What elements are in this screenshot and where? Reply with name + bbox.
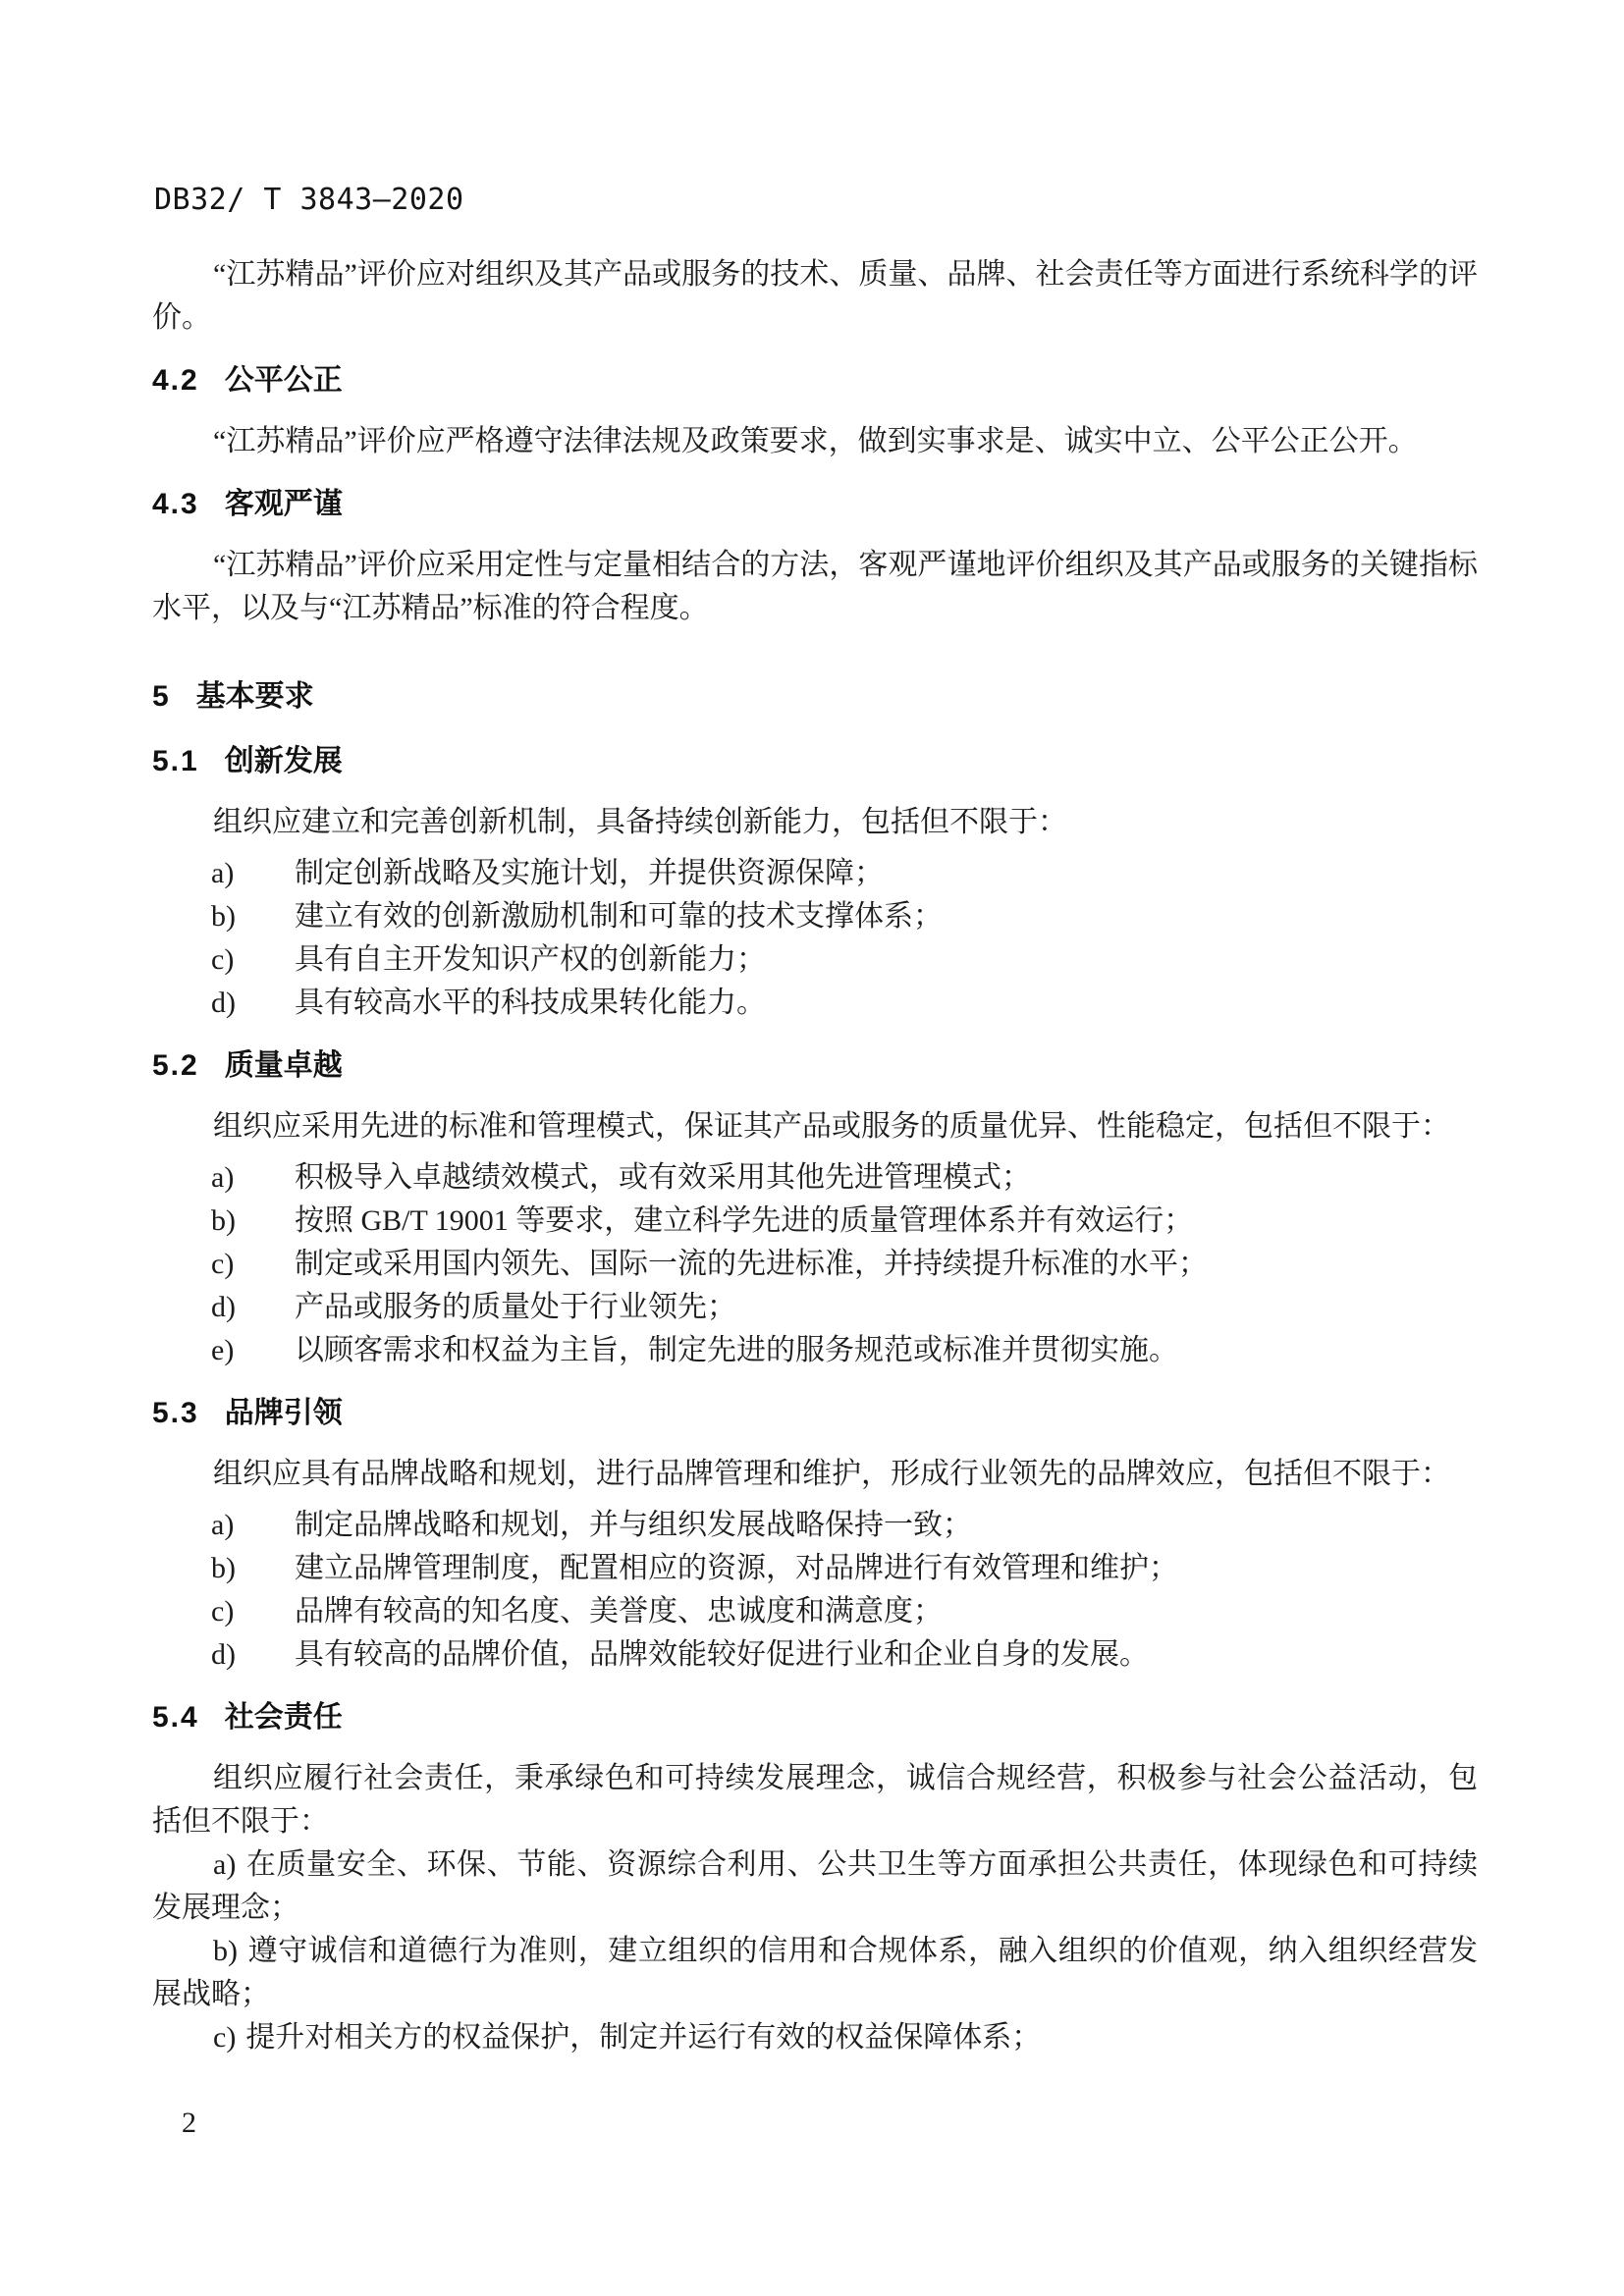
list-item-label: b) bbox=[211, 1552, 236, 1584]
section-5-1-lead: 组织应建立和完善创新机制，具备持续创新能力，包括但不限于： bbox=[213, 806, 1067, 838]
list-item-text: 具有自主开发知识产权的创新能力； bbox=[295, 943, 766, 976]
section-title: 社会责任 bbox=[224, 1701, 343, 1734]
list-item-text: 制定品牌战略和规划，并与组织发展战略保持一致； bbox=[295, 1509, 972, 1541]
list-item-text: 以顾客需求和权益为主旨，制定先进的服务规范或标准并贯彻实施。 bbox=[295, 1334, 1178, 1366]
list-item-label: c) bbox=[211, 943, 235, 976]
list-item bbox=[152, 1243, 1478, 1286]
list-item-label: a) bbox=[211, 1509, 235, 1541]
section-5-2-list bbox=[152, 1156, 1478, 1372]
list-item-text: 具有较高的品牌价值，品牌效能较好促进行业和企业自身的发展。 bbox=[295, 1638, 1149, 1671]
section-heading-5-3 bbox=[152, 1392, 1478, 1435]
list-item-text: 品牌有较高的知名度、美誉度、忠诚度和满意度； bbox=[295, 1595, 943, 1628]
section-5-1-list bbox=[152, 852, 1478, 1025]
section-heading-5-4 bbox=[152, 1696, 1478, 1739]
list-item-text: 在质量安全、环保、节能、资源综合利用、公共卫生等方面承担公共责任，体现绿色和可持续发展理念； bbox=[152, 1848, 1478, 1924]
section-5-4-item-b bbox=[152, 1930, 1478, 2016]
section-title: 公平公正 bbox=[224, 364, 343, 397]
list-item-text: 产品或服务的质量处于行业领先； bbox=[295, 1291, 736, 1323]
list-item-label: c) bbox=[211, 1248, 235, 1280]
list-item bbox=[152, 1156, 1478, 1200]
list-item bbox=[152, 982, 1478, 1025]
list-item-label: c) bbox=[213, 2021, 237, 2054]
list-item bbox=[152, 895, 1478, 938]
page-number: 2 bbox=[182, 2107, 196, 2139]
document-body bbox=[152, 253, 1478, 2059]
section-heading-5-2 bbox=[152, 1044, 1478, 1088]
section-number: 5.4 bbox=[152, 1701, 199, 1734]
list-item bbox=[152, 852, 1478, 895]
section-heading-4-2 bbox=[152, 359, 1478, 402]
list-item-label: c) bbox=[211, 1595, 235, 1628]
section-number: 5.3 bbox=[152, 1397, 199, 1429]
list-item-label: d) bbox=[211, 1291, 236, 1323]
list-item-label: d) bbox=[211, 987, 236, 1019]
list-item-text: 提升对相关方的权益保护，制定并运行有效的权益保障体系； bbox=[245, 2021, 1042, 2054]
section-5-3-list bbox=[152, 1504, 1478, 1677]
section-title: 品牌引领 bbox=[224, 1397, 343, 1429]
section-number: 4.2 bbox=[152, 364, 199, 397]
section-5-2-lead: 组织应采用先进的标准和管理模式，保证其产品或服务的质量优异、性能稳定，包括但不限于： bbox=[213, 1110, 1450, 1143]
list-item-text: 制定创新战略及实施计划，并提供资源保障； bbox=[295, 857, 884, 889]
section-title: 质量卓越 bbox=[224, 1049, 343, 1082]
list-item bbox=[152, 1329, 1478, 1372]
list-item-label: b) bbox=[211, 1204, 236, 1237]
list-item-text: 遵守诚信和道德行为准则，建立组织的信用和合规体系，融入组织的价值观，纳入组织经营发展战略； bbox=[152, 1935, 1478, 2010]
list-item-label: a) bbox=[211, 1161, 235, 1194]
list-item-label: b) bbox=[211, 900, 236, 933]
list-item-text: 具有较高水平的科技成果转化能力。 bbox=[295, 987, 766, 1019]
list-item bbox=[152, 1547, 1478, 1590]
section-heading-4-3 bbox=[152, 483, 1478, 526]
list-item bbox=[152, 1504, 1478, 1547]
section-4-3-paragraph: “江苏精品”评价应采用定性与定量相结合的方法，客观严谨地评价组织及其产品或服务的关键指标水平，以及与“江苏精品”标准的符合程度。 bbox=[152, 549, 1478, 624]
chapter-heading-5 bbox=[152, 675, 1478, 719]
section-4-2-paragraph: “江苏精品”评价应严格遵守法律法规及政策要求，做到实事求是、诚实中立、公平公正公开。 bbox=[213, 425, 1418, 457]
list-item-label: e) bbox=[211, 1334, 235, 1366]
list-item-label: d) bbox=[211, 1638, 236, 1671]
chapter-number: 5 bbox=[152, 680, 171, 713]
list-item bbox=[152, 1200, 1478, 1243]
list-item-text: 按照 GB/T 19001 等要求，建立科学先进的质量管理体系并有效运行； bbox=[295, 1204, 1194, 1237]
list-item-text: 制定或采用国内领先、国际一流的先进标准，并持续提升标准的水平； bbox=[295, 1248, 1208, 1280]
list-item bbox=[152, 938, 1478, 982]
section-title: 创新发展 bbox=[224, 745, 343, 777]
list-item-text: 建立有效的创新激励机制和可靠的技术支撑体系； bbox=[295, 900, 943, 933]
list-item-text: 积极导入卓越绩效模式，或有效采用其他先进管理模式； bbox=[295, 1161, 1031, 1194]
section-title: 客观严谨 bbox=[224, 488, 343, 520]
intro-paragraph: “江苏精品”评价应对组织及其产品或服务的技术、质量、品牌、社会责任等方面进行系统科学的评价。 bbox=[152, 258, 1478, 334]
list-item bbox=[152, 1633, 1478, 1677]
list-item-label: a) bbox=[211, 857, 235, 889]
list-item bbox=[152, 1286, 1478, 1329]
section-5-4-item-a bbox=[152, 1843, 1478, 1930]
standard-number-header: DB32/ T 3843—2020 bbox=[154, 183, 464, 217]
list-item bbox=[152, 1590, 1478, 1633]
section-heading-5-1 bbox=[152, 740, 1478, 783]
chapter-title: 基本要求 bbox=[195, 680, 314, 713]
section-number: 4.3 bbox=[152, 488, 199, 520]
section-number: 5.2 bbox=[152, 1049, 199, 1082]
section-5-3-lead: 组织应具有品牌战略和规划，进行品牌管理和维护，形成行业领先的品牌效应，包括但不限于： bbox=[213, 1458, 1450, 1490]
section-5-4-lead: 组织应履行社会责任，秉承绿色和可持续发展理念，诚信合规经营，积极参与社会公益活动，包括但不限于： bbox=[152, 1762, 1478, 1838]
list-item-label: b) bbox=[213, 1935, 238, 1967]
section-5-4-item-c bbox=[152, 2016, 1478, 2059]
list-item-label: a) bbox=[213, 1848, 237, 1881]
list-item-text: 建立品牌管理制度，配置相应的资源，对品牌进行有效管理和维护； bbox=[295, 1552, 1178, 1584]
section-number: 5.1 bbox=[152, 745, 199, 777]
